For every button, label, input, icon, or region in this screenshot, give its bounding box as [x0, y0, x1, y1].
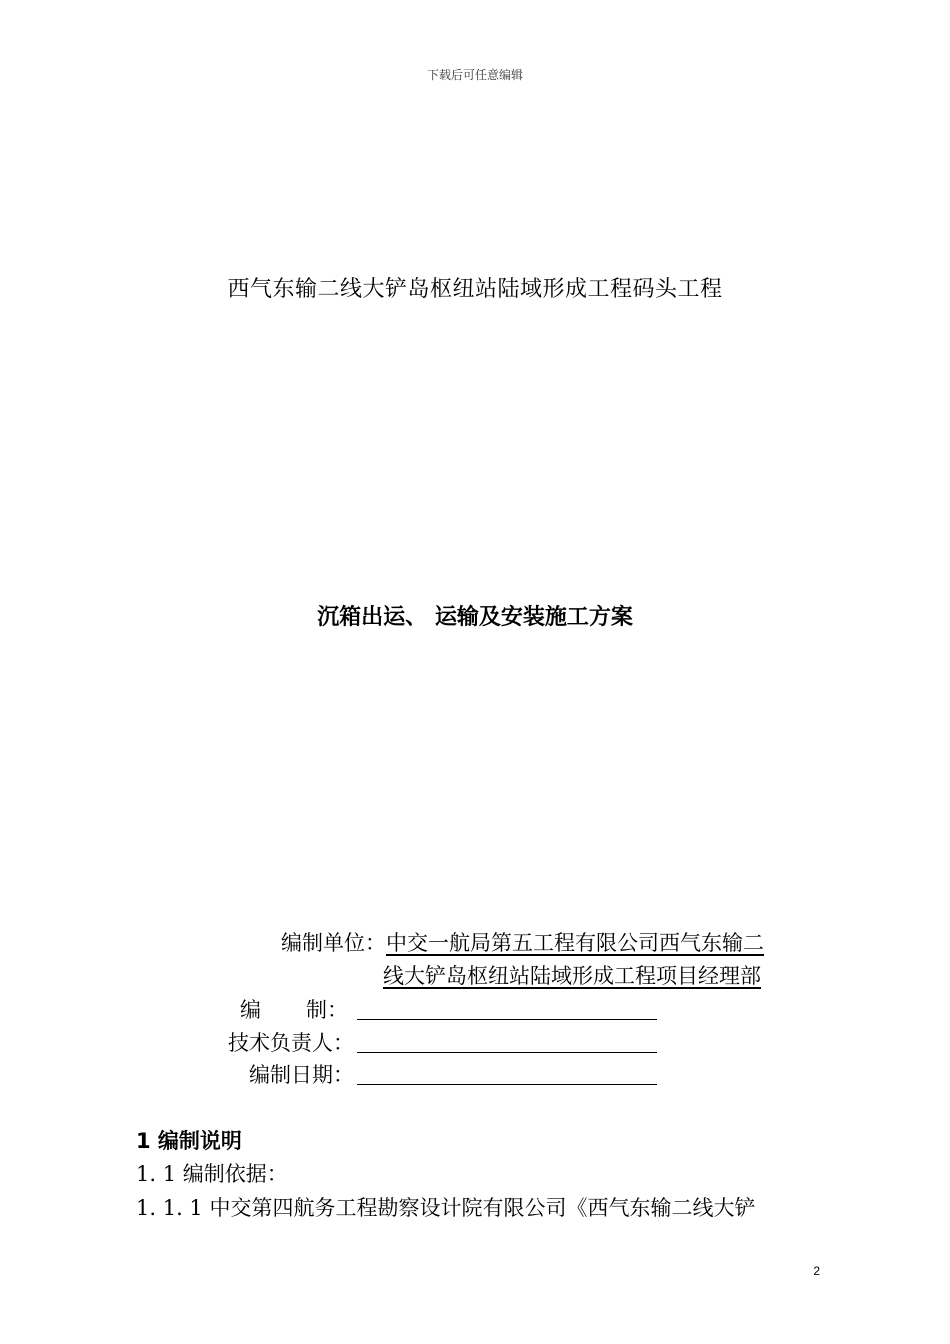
unit-row	[0, 929, 950, 993]
tech-lead-label: 技术负责人：	[228, 1031, 354, 1055]
project-title: 西气东输二线大铲岛枢纽站陆域形成工程码头工程	[227, 277, 723, 302]
date-row	[0, 1061, 950, 1091]
page-number: 2	[813, 1264, 820, 1278]
compiler-blank[interactable]	[357, 1019, 657, 1020]
compiler-label-b: 制：	[306, 998, 348, 1022]
tech-lead-blank[interactable]	[357, 1052, 657, 1053]
item-text: 中交第四航务工程勘察设计院有限公司《西气东输二线大铲	[209, 1196, 756, 1220]
document-title: 沉箱出运、 运输及安装施工方案	[317, 605, 633, 630]
unit-value-line1: 中交一航局第五工程有限公司西气东输二	[386, 931, 764, 955]
section-heading: 1 编制说明	[136, 1129, 242, 1153]
date-blank[interactable]	[357, 1084, 657, 1085]
subsection-line	[136, 1158, 288, 1188]
unit-label: 编制单位：	[281, 931, 386, 955]
tech-lead-row	[0, 1029, 950, 1059]
item-line	[136, 1192, 755, 1222]
compiler-label-a: 编	[240, 998, 261, 1022]
subsection-text: 编制依据：	[176, 1162, 288, 1186]
item-number: 1. 1. 1	[136, 1196, 203, 1220]
date-label: 编制日期：	[249, 1063, 354, 1087]
unit-value-line2: 线大铲岛枢纽站陆域形成工程项目经理部	[383, 964, 761, 988]
compiler-row	[0, 996, 950, 1026]
header-note: 下载后可任意编辑	[426, 68, 523, 82]
subsection-number: 1. 1	[136, 1162, 177, 1186]
